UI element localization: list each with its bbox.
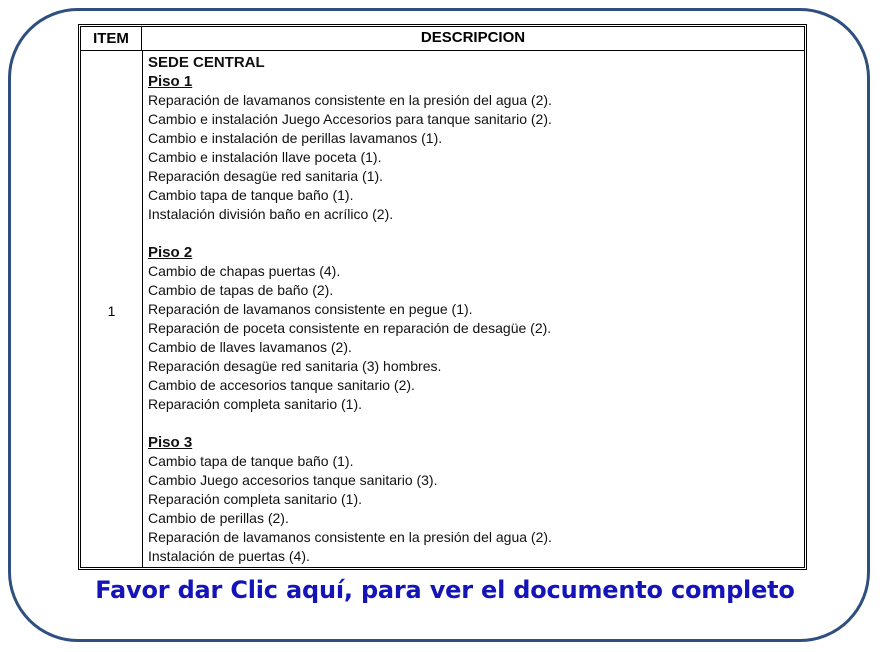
- list-item: Cambio de chapas puertas (4).: [148, 263, 341, 279]
- descripcion-column-header: DESCRIPCION: [420, 29, 526, 46]
- list-item: Reparación desagüe red sanitaria (1).: [148, 168, 384, 184]
- sede-title: SEDE CENTRAL: [148, 54, 265, 71]
- list-item: Reparación de lavamanos consistente en la presión del agua (2).: [148, 529, 552, 545]
- item-number: 1: [107, 303, 116, 319]
- description-cell: [148, 53, 796, 566]
- item-column-header: ITEM: [81, 27, 142, 50]
- table-header: [81, 27, 804, 51]
- list-item: Cambio tapa de tanque baño (1).: [148, 453, 354, 469]
- piso-title: Piso 2: [148, 244, 193, 261]
- list-item: Reparación completa sanitario (1).: [148, 396, 362, 412]
- list-item: Cambio de accesorios tanque sanitario (2).: [148, 377, 415, 393]
- list-item: Cambio e instalación de perillas lavamanos (1).: [148, 130, 443, 146]
- list-item: Cambio e instalación Juego Accesorios para tanque sanitario (2).: [148, 111, 552, 127]
- view-full-document-link[interactable]: Favor dar Clic aquí, para ver el documento completo: [95, 576, 795, 604]
- list-item: Cambio e instalación llave poceta (1).: [148, 149, 382, 165]
- list-item: Reparación de lavamanos consistente en la presión del agua (2).: [148, 92, 552, 108]
- description-table: [78, 24, 807, 570]
- piso-title: Piso 3: [148, 434, 193, 451]
- list-item: Reparación de poceta consistente en reparación de desagüe (2).: [148, 320, 552, 336]
- list-item: Instalación división baño en acrílico (2).: [148, 206, 394, 222]
- list-item: Cambio Juego accesorios tanque sanitario (3).: [148, 472, 438, 488]
- list-item: Cambio tapa de tanque baño (1).: [148, 187, 354, 203]
- list-item: Cambio de llaves lavamanos (2).: [148, 339, 352, 355]
- list-item: Cambio de perillas (2).: [148, 510, 289, 526]
- spacer: [148, 224, 796, 243]
- column-divider: [142, 51, 143, 567]
- list-item: Reparación completa sanitario (1).: [148, 491, 362, 507]
- list-item: Cambio de tapas de baño (2).: [148, 282, 334, 298]
- list-item: Reparación desagüe red sanitaria (3) hombres.: [148, 358, 442, 374]
- list-item: Reparación de lavamanos consistente en pegue (1).: [148, 301, 473, 317]
- spacer: [148, 414, 796, 433]
- piso-title: Piso 1: [148, 73, 193, 90]
- list-item: Instalación de puertas (4).: [148, 548, 310, 564]
